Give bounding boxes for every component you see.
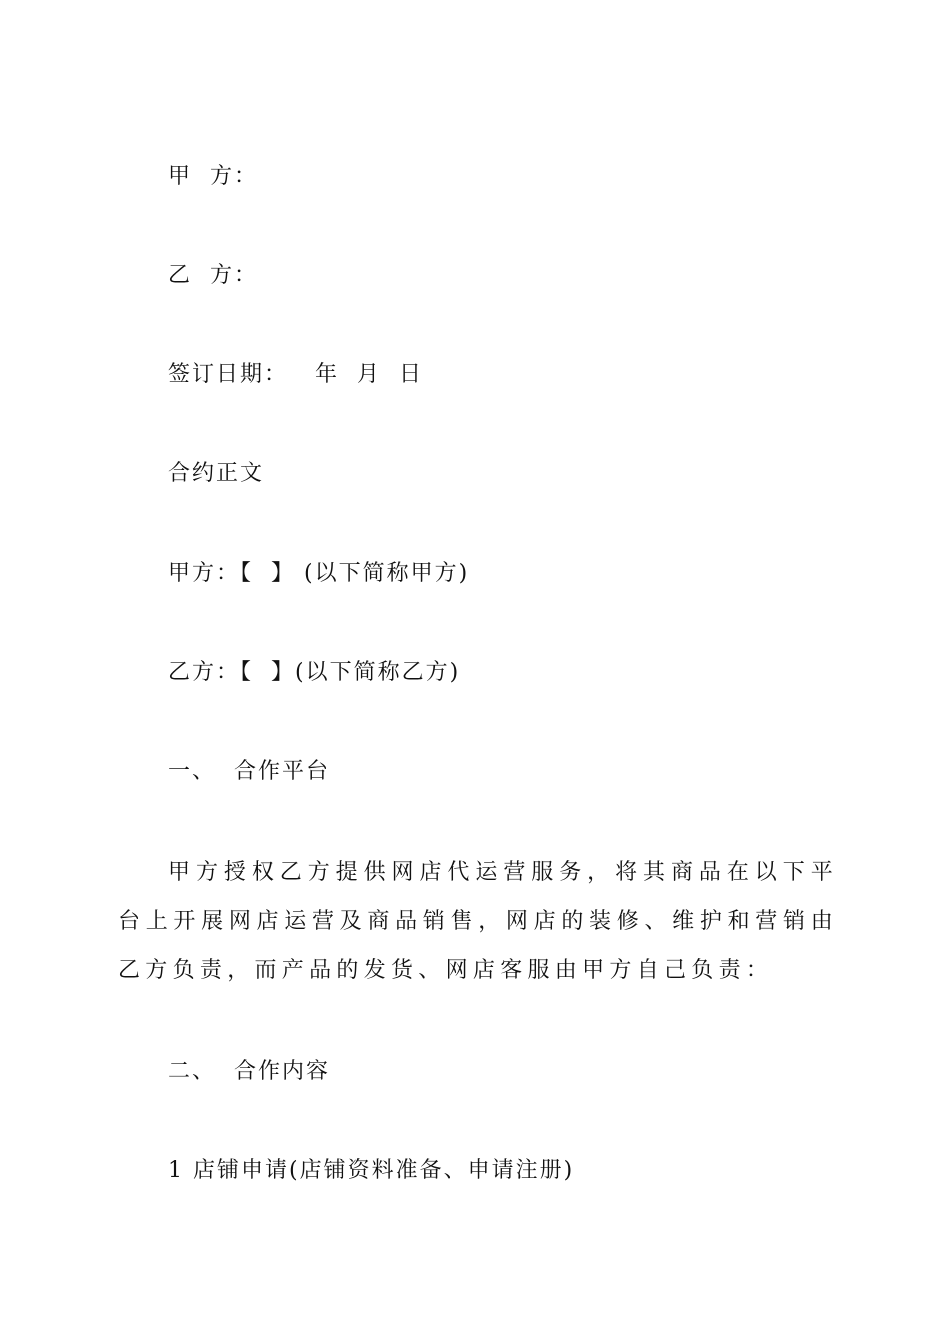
party-a-label: 甲 方： bbox=[168, 164, 258, 189]
contract-body-title: 合约正文 bbox=[168, 461, 265, 486]
item-1-line: 1 店铺申请(店铺资料准备、申请注册) bbox=[168, 1158, 575, 1183]
party-b-full-line: 乙方：【 】(以下简称乙方) bbox=[168, 660, 461, 685]
party-a-full-line: 甲方：【 】 (以下简称甲方) bbox=[168, 561, 470, 586]
section-2-heading: 二、 合作内容 bbox=[168, 1059, 330, 1084]
sign-date-line: 签订日期： 年 月 日 bbox=[168, 362, 423, 387]
party-b-label: 乙 方： bbox=[168, 263, 258, 288]
section-1-paragraph: 甲方授权乙方提供网店代运营服务，将其商品在以下平台上开展网店运营及商品销售，网店的装修、维护和营销由乙方负责，而产品的发货、网店客服由甲方自己负责： bbox=[118, 860, 838, 983]
section-1-heading: 一、 合作平台 bbox=[168, 759, 330, 784]
